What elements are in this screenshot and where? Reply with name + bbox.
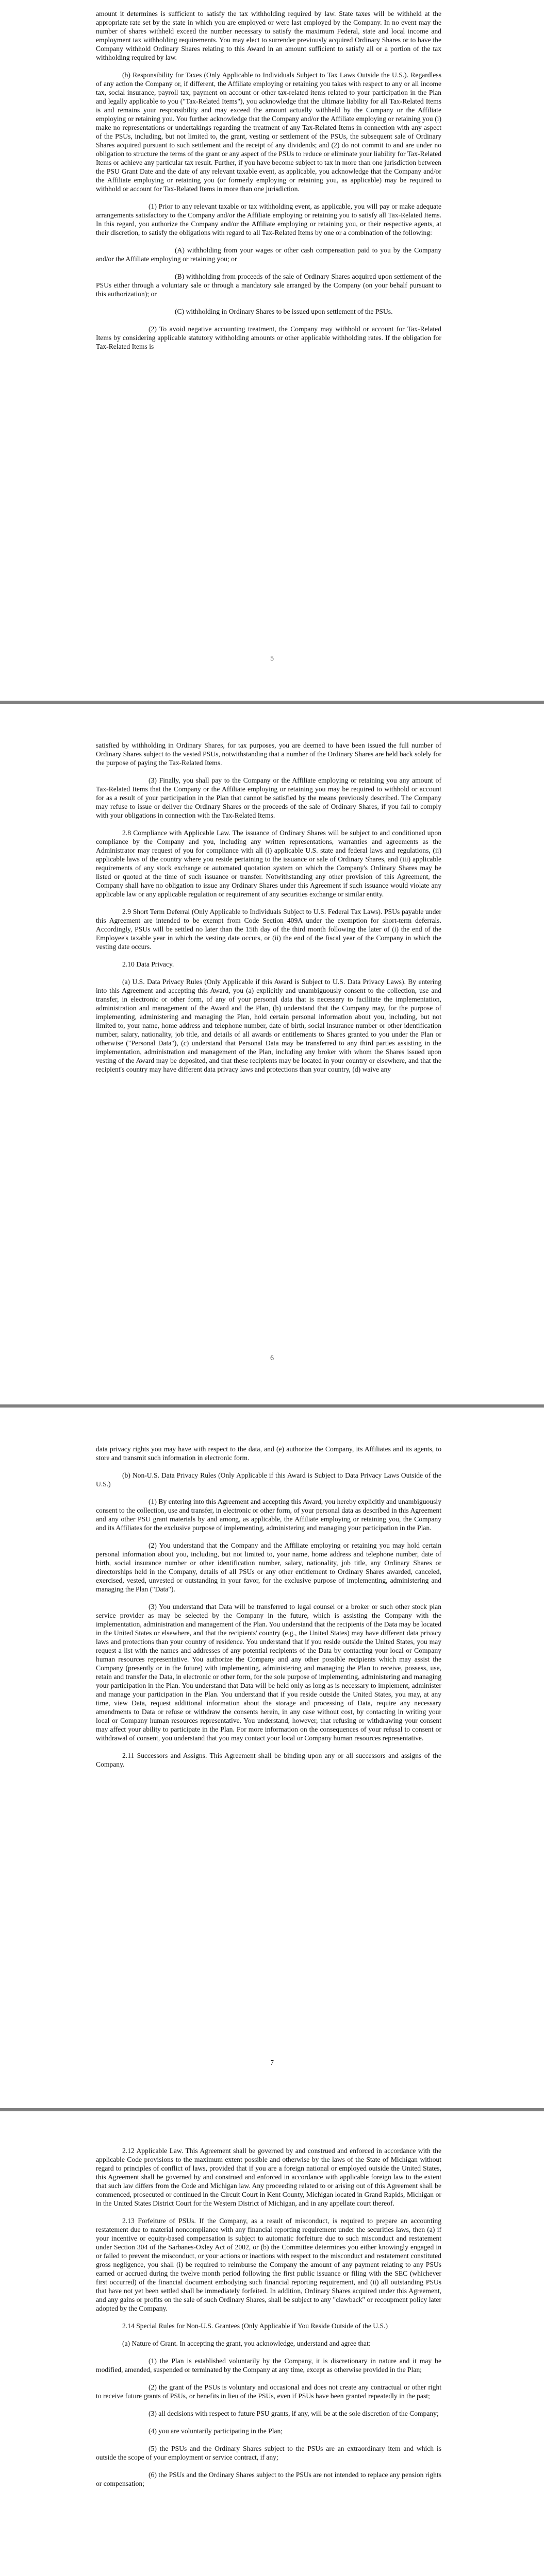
paragraph: 2.14 Special Rules for Non-U.S. Grantees (Only Applicable if You Reside Outside of the U.S.) <box>122 2322 388 2330</box>
document-page-5 <box>0 0 544 701</box>
paragraph: (1) Prior to any relevant taxable or tax withholding event, as applicable, you will pay or make adequate arrangements satisfactory to the Company and/or the Affiliate employing or retaining you to satisfy all Tax-Related Items. In this regard, you authorize the Company and/or the Affiliate employing or retaining you, or their respective agents, at their discretion, to satisfy the obligations with regard to all Tax-Related Items by one or a combination of the following: <box>96 202 441 236</box>
paragraph: (A) withholding from your wages or other cash compensation paid to you by the Company and/or the Affiliate employing or retaining you; or <box>96 246 441 263</box>
paragraph: (a) U.S. Data Privacy Rules (Only Applicable if this Award is Subject to U.S. Data Privacy Laws). By entering into this Agreement and accepting this Award, you (a) explicitly and unambiguously consent to the collection, use and transfer, in electronic or other form, of any of your personal data that is necessary to facilitate the implementation, administration and management of the Award and the Plan, (b) understand that the Company may, for the purpose of implementing, administering and managing the Plan, hold certain personal information about you, including, but not limited to, your name, home address and telephone number, date of birth, social insurance number or other identification number, salary, nationality, job title, and details of all awards or entitlements to Shares granted to you under the Plan or otherwise ("Personal Data"), (c) understand that Personal Data may be transferred to any third parties assisting in the implementation, administration and management of the Plan, including any broker with whom the Shares issued upon vesting of the Award may be deposited, and that these recipients may be located in your country or elsewhere, and that the recipient's country may have different data privacy laws and protections than your country, (d) waive any <box>96 978 441 1073</box>
paragraph: satisfied by withholding in Ordinary Shares, for tax purposes, you are deemed to have been issued the full number of Ordinary Shares subject to the vested PSUs, notwithstanding that a number of the Ordinary Shares are held back solely for the purpose of paying the Tax-Related Items. <box>96 741 441 767</box>
paragraph: 2.8 Compliance with Applicable Law. The issuance of Ordinary Shares will be subject to and conditioned upon compliance by the Company and you, including any written representations, warranties and agreements as the Administrator may request of you for compliance with all (i) applicable U.S. state and federal laws and regulations, (ii) applicable laws of the country where you reside pertaining to the issuance or sale of Ordinary Shares, and (iii) applicable requirements of any stock exchange or automated quotation system on which the Company's Ordinary Shares may be listed or quoted at the time of such issuance or transfer. Notwithstanding any other provision of this Agreement, the Company shall have no obligation to issue any Ordinary Shares under this Agreement if such issuance would violate any applicable law or any applicable regulation or requirement of any securities exchange or similar entity. <box>96 829 441 898</box>
paragraph: (1) the Plan is established voluntarily by the Company, it is discretionary in nature and it may be modified, amended, suspended or terminated by the Company at any time, except as otherwise provided in the Plan; <box>96 2357 441 2374</box>
document-page-7 <box>0 1408 544 2108</box>
paragraph: 2.10 Data Privacy. <box>122 960 174 968</box>
paragraph: (B) withholding from proceeds of the sale of Ordinary Shares acquired upon settlement of the PSUs either through a voluntary sale or through a mandatory sale arranged by the Company (on your behalf pursuant to this authorization); or <box>96 273 441 298</box>
paragraph: (b) Non-U.S. Data Privacy Rules (Only Applicable if this Award is Subject to Data Privacy Laws Outside of the U.S.) <box>96 1471 441 1488</box>
paragraph: (3) all decisions with respect to future PSU grants, if any, will be at the sole discretion of the Company; <box>149 2410 439 2417</box>
paragraph: 2.11 Successors and Assigns. This Agreement shall be binding upon any or all successors and assigns of the Company. <box>96 1752 441 1768</box>
paragraph: (3) Finally, you shall pay to the Company or the Affiliate employing or retaining you any amount of Tax-Related Items that the Company or the Affiliate employing or retaining you may be required to withhold or account for as a result of your participation in the Plan that cannot be satisfied by the means previously described. The Company may refuse to issue or deliver the Ordinary Shares or the proceeds of the sale of Ordinary Shares, if you fail to comply with your obligations in connection with the Tax-Related Items. <box>96 776 441 819</box>
paragraph: (C) withholding in Ordinary Shares to be issued upon settlement of the PSUs. <box>175 308 393 315</box>
document-page-6 <box>0 704 544 1404</box>
paragraph: (6) the PSUs and the Ordinary Shares subject to the PSUs are not intended to replace any pension rights or compensation; <box>96 2471 441 2487</box>
paragraph: (a) Nature of Grant. In accepting the grant, you acknowledge, understand and agree that: <box>122 2340 371 2347</box>
page-body <box>96 741 441 1082</box>
paragraph: data privacy rights you may have with respect to the data, and (e) authorize the Company, its Affiliates and its agents, to store and transmit such information in electronic form. <box>96 1445 441 1462</box>
paragraph: 2.9 Short Term Deferral (Only Applicable to Individuals Subject to U.S. Federal Tax Laws). PSUs payable under this Agreement are intended to be exempt from Code Section 409A under the exemption for short-term deferrals. Accordingly, PSUs will be settled no later than the 15th day of the third month following the later of (i) the end of the Employee's taxable year in which the vesting date occurs, or (ii) the end of the fiscal year of the Company in which the vesting date occurs. <box>96 908 441 951</box>
paragraph: (b) Responsibility for Taxes (Only Applicable to Individuals Subject to Tax Laws Outside the U.S.). Regardless of any action the Company or, if different, the Affiliate employing or retaining you takes with respect to any or all income tax, social insurance, payroll tax, payment on account or other tax-related items related to your participation in the Plan and legally applicable to you ("Tax-Related Items"), you acknowledge that the ultimate liability for all Tax-Related Items is and remains your responsibility and may exceed the amount actually withheld by the Company or the Affiliate employing or retaining you. You further acknowledge that the Company and/or the Affiliate employing or retaining you (i) make no representations or undertakings regarding the treatment of any Tax-Related Items in connection with any aspect of the PSUs, including, but not limited to, the grant, vesting or settlement of the PSUs, the subsequent sale of Ordinary Shares acquired pursuant to such settlement and the receipt of any dividends; and (2) do not commit to and are under no obligation to structure the terms of the grant or any aspect of the PSUs to reduce or eliminate your liability for Tax-Related Items or achieve any particular tax result. Further, if you have become subject to tax in more than one jurisdiction between the PSU Grant Date and the date of any relevant taxable event, as applicable, you acknowledge that the Company and/or the Affiliate employing or retaining you (or formerly employing or retaining you, as applicable) may be required to withhold or account for Tax-Related Items in more than one jurisdiction. <box>96 71 441 193</box>
paragraph: (3) You understand that Data will be transferred to legal counsel or a broker or such other stock plan service provider as may be selected by the Company in the future, which is assisting the Company with the implementation, administration and management of the Plan. You understand that the recipients of the Data may be located in the United States or elsewhere, and that the recipients' country (e.g., the United States) may have different data privacy laws and protections than your country of residence. You understand that if you reside outside the United States, you may request a list with the names and addresses of any potential recipients of the Data by contacting your local or Company human resources representative. You authorize the Company and any other possible recipients which may assist the Company (presently or in the future) with implementing, administering and managing the Plan to receive, possess, use, retain and transfer the Data, in electronic or other form, for the sole purpose of implementing, administering and managing your participation in the Plan. You understand that Data will be held only as long as is necessary to implement, administer and manage your participation in the Plan. You understand that if you reside outside the United States, you may, at any time, view Data, request additional information about the storage and processing of Data, require any necessary amendments to Data or refuse or withdraw the consents herein, in any case without cost, by contacting in writing your local or Company human resources representative. You understand, however, that refusing or withdrawing your consent may affect your ability to participate in the Plan. For more information on the consequences of your refusal to consent or withdrawal of consent, you understand that you may contact your local or Company human resources representative. <box>96 1603 441 1742</box>
paragraph: (2) You understand that the Company and the Affiliate employing or retaining you may hold certain personal information about you, including, but not limited to, your name, home address and telephone number, date of birth, social insurance number or other identification number, salary, nationality, job title, any Ordinary Shares or directorships held in the Company, details of all PSUs or any other entitlement to Ordinary Shares awarded, canceled, exercised, vested, unvested or outstanding in your favor, for the exclusive purpose of implementing, administering and managing the Plan ("Data"). <box>96 1541 441 1593</box>
paragraph: amount it determines is sufficient to satisfy the tax withholding required by law. State taxes will be withheld at the appropriate rate set by the state in which you are employed or were last employed by the Company. In no event may the number of shares withheld exceed the number necessary to satisfy the maximum Federal, state and local income and employment tax withholding requirements. You may elect to surrender previously acquired Ordinary Shares or to have the Company withhold Ordinary Shares relating to this Award in an amount sufficient to satisfy all or a portion of the tax withholding required by law. <box>96 10 441 61</box>
paragraph: 2.13 Forfeiture of PSUs. If the Company, as a result of misconduct, is required to prepare an accounting restatement due to material noncompliance with any financial reporting requirement under the securities laws, then (a) if your incentive or equity-based compensation is subject to automatic forfeiture due to such misconduct and restatement under Section 304 of the Sarbanes-Oxley Act of 2002, or (b) the Committee determines you either knowingly engaged in or failed to prevent the misconduct, or your actions or inactions with respect to the misconduct and restatement constituted gross negligence, you shall (i) be required to reimburse the Company the amount of any payment relating to any PSUs earned or accrued during the twelve month period following the first public issuance or filing with the SEC (whichever first occurred) of the financial document embodying such financial reporting requirement, and (ii) all outstanding PSUs that have not yet been settled shall be immediately forfeited. In addition, Ordinary Shares acquired under this Agreement, and any gains or profits on the sale of such Ordinary Shares, shall be subject to any "clawback" or recoupment policy later adopted by the Company. <box>96 2217 441 2312</box>
paragraph: 2.12 Applicable Law. This Agreement shall be governed by and construed and enforced in accordance with the applicable Code provisions to the maximum extent possible and otherwise by the laws of the State of Michigan without regard to principles of conflict of laws, provided that if you are a foreign national or employed outside the United States, this Agreement shall be governed by and construed and enforced in accordance with applicable foreign law to the extent that such law differs from the Code and Michigan law. Any proceeding related to or arising out of this Agreement shall be commenced, prosecuted or continued in the Circuit Court in Kent County, Michigan located in Grand Rapids, Michigan or in the United States District Court for the Western District of Michigan, and in any appellate court thereof. <box>96 2147 441 2207</box>
page-number: 5 <box>270 654 274 662</box>
page-number: 7 <box>270 2059 274 2066</box>
page-body <box>96 9 441 360</box>
paragraph: (2) the grant of the PSUs is voluntary and occasional and does not create any contractual or other right to receive future grants of PSUs, or benefits in lieu of the PSUs, even if PSUs have been granted repeatedly in the past; <box>96 2383 441 2400</box>
paragraph: (1) By entering into this Agreement and accepting this Award, you hereby explicitly and unambiguously consent to the collection, use and transfer, in electronic or other form, of your personal data as described in this Agreement and any other PSU grant materials by and among, as applicable, the Affiliate employing or retaining you, the Company and its Affiliates for the exclusive purpose of implementing, administering and managing your participation in the Plan. <box>96 1498 441 1532</box>
page-number: 6 <box>270 1354 274 1362</box>
paragraph: (5) the PSUs and the Ordinary Shares subject to the PSUs are an extraordinary item and which is outside the scope of your employment or service contract, if any; <box>96 2445 441 2461</box>
paragraph: (2) To avoid negative accounting treatment, the Company may withhold or account for Tax-Related Items by considering applicable statutory withholding amounts or other applicable withholding rates. If the obligation for Tax-Related Items is <box>96 325 441 350</box>
page-body <box>96 1445 441 1777</box>
paragraph: (4) you are voluntarily participating in the Plan; <box>149 2427 283 2435</box>
page-body <box>96 2146 441 2497</box>
document-page-8 <box>0 2111 544 2576</box>
